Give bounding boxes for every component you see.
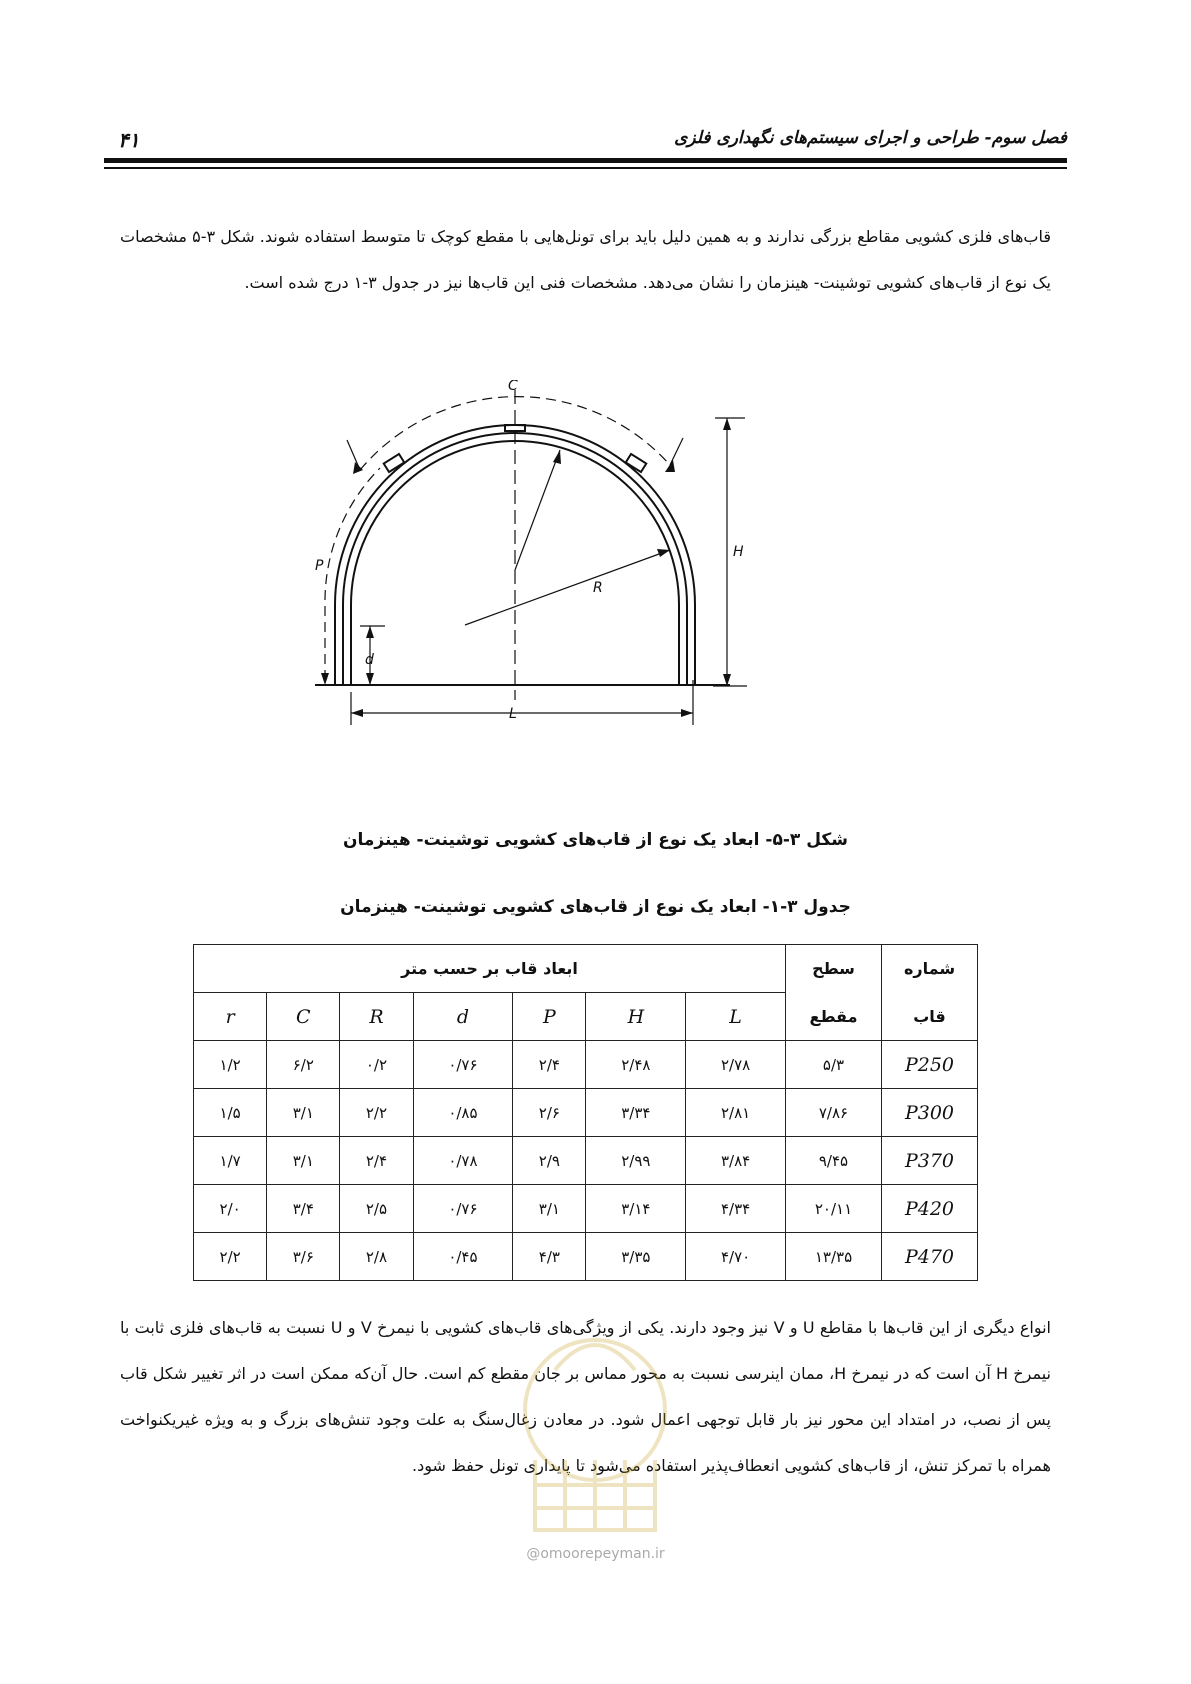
- page-header: [104, 128, 1067, 154]
- area-cell: ۹/۴۵: [786, 1137, 882, 1185]
- figure-caption: شکل ۳-۵- ابعاد یک نوع از قاب‌های کشویی توشینت- هینزمان: [342, 830, 849, 850]
- l-arrow-right: [681, 709, 693, 717]
- p-cell: ۲/۹: [513, 1137, 586, 1185]
- page-number: ۴۱: [118, 128, 140, 152]
- radius-arrow: [553, 450, 561, 464]
- h-cell: ۲/۴۸: [586, 1041, 686, 1089]
- joint-left: [384, 454, 405, 472]
- dim-header-r: r: [194, 993, 267, 1041]
- c-tick-right: [670, 438, 683, 465]
- area-cell: ۵/۳: [786, 1041, 882, 1089]
- frame-dimension-figure: [315, 380, 815, 810]
- d-cell: ۰/۸۵: [413, 1089, 513, 1137]
- c-arrow-right: [665, 460, 675, 472]
- c-cell: ۳/۱: [267, 1137, 340, 1185]
- big-r-cell: ۲/۴: [340, 1137, 413, 1185]
- small-r-cell: ۲/۰: [194, 1185, 267, 1233]
- big-r-cell: ۲/۲: [340, 1089, 413, 1137]
- watermark-logo-icon: [495, 1300, 695, 1550]
- frame-id: P370: [882, 1137, 978, 1185]
- c-cell: ۳/۴: [267, 1185, 340, 1233]
- intro-paragraph: قاب‌های فلزی کشویی مقاطع بزرگی ندارند و به همین دلیل باید برای تونل‌هایی با مقطع کوچک تا متوسط استفاده شوند. شکل ۳-۵ مشخصات یک نوع از قاب‌های کشویی توشینت- هینزمان را نشان می‌دهد. مشخصات فنی این قاب‌ها نیز در جدول ۳-۱ درج شده است.: [120, 227, 1051, 292]
- col-area-bottom: مقطع: [786, 993, 882, 1041]
- d-cell: ۰/۷۶: [413, 1185, 513, 1233]
- d-cell: ۰/۷۶: [413, 1041, 513, 1089]
- c-cell: ۳/۱: [267, 1089, 340, 1137]
- frame-spec-table: [193, 944, 978, 1281]
- table-row: [194, 1185, 978, 1233]
- small-r-cell: ۱/۷: [194, 1137, 267, 1185]
- d-cell: ۰/۷۸: [413, 1137, 513, 1185]
- p-arrow-bottom: [321, 673, 329, 685]
- dim-header-L: L: [686, 993, 786, 1041]
- label-l: L: [509, 706, 517, 722]
- l-cell: ۴/۳۴: [686, 1185, 786, 1233]
- h-arrow-top: [723, 418, 731, 430]
- h-cell: ۳/۱۴: [586, 1185, 686, 1233]
- area-cell: ۱۳/۳۵: [786, 1233, 882, 1281]
- table-row: [194, 1137, 978, 1185]
- h-cell: ۲/۹۹: [586, 1137, 686, 1185]
- p-cell: ۲/۴: [513, 1041, 586, 1089]
- dim-header-C: C: [267, 993, 340, 1041]
- p-cell: ۳/۱: [513, 1185, 586, 1233]
- frame-id: P420: [882, 1185, 978, 1233]
- dim-header-H: H: [586, 993, 686, 1041]
- area-cell: ۷/۸۶: [786, 1089, 882, 1137]
- joint-right: [626, 454, 647, 472]
- l-arrow-left: [351, 709, 363, 717]
- small-r-cell: ۲/۲: [194, 1233, 267, 1281]
- chapter-title: فصل سوم- طراحی و اجرای سیستم‌های نگهداری فلزی: [674, 128, 1067, 148]
- small-r-cell: ۱/۵: [194, 1089, 267, 1137]
- big-r-cell: ۰/۲: [340, 1041, 413, 1089]
- frame-id: P250: [882, 1041, 978, 1089]
- big-r-cell: ۲/۸: [340, 1233, 413, 1281]
- table-caption: جدول ۳-۱- ابعاد یک نوع از قاب‌های کشویی توشینت- هینزمان: [340, 897, 851, 917]
- big-r-cell: ۲/۵: [340, 1185, 413, 1233]
- table-row: [194, 1089, 978, 1137]
- dim-header-R: R: [340, 993, 413, 1041]
- p-cell: ۴/۳: [513, 1233, 586, 1281]
- d-arrow-top: [366, 626, 374, 638]
- table-row: [194, 1041, 978, 1089]
- table-row: [194, 1233, 978, 1281]
- l-cell: ۳/۸۴: [686, 1137, 786, 1185]
- h-cell: ۳/۳۵: [586, 1233, 686, 1281]
- radius-upper: [515, 450, 560, 570]
- c-cell: ۶/۲: [267, 1041, 340, 1089]
- col-frame-bottom: قاب: [882, 993, 978, 1041]
- label-c: C: [508, 380, 518, 394]
- l-cell: ۴/۷۰: [686, 1233, 786, 1281]
- watermark-site: @omoorepeyman.ir: [526, 1546, 665, 1562]
- dims-group-header: ابعاد قاب بر حسب متر: [194, 945, 786, 993]
- label-h: H: [733, 544, 744, 560]
- dim-header-d: d: [413, 993, 513, 1041]
- frame-id: P300: [882, 1089, 978, 1137]
- p-cell: ۲/۶: [513, 1089, 586, 1137]
- h-cell: ۳/۳۴: [586, 1089, 686, 1137]
- small-r-cell: ۱/۲: [194, 1041, 267, 1089]
- d-arrow-bottom: [366, 673, 374, 685]
- l-cell: ۲/۸۱: [686, 1089, 786, 1137]
- col-frame-top: شماره: [882, 945, 978, 993]
- label-d: d: [365, 652, 374, 668]
- closing-paragraph: انواع دیگری از این قاب‌ها با مقاطع U و V نیز وجود دارند. یکی از ویژگی‌های قاب‌های کشویی با نیمرخ V و U نسبت به قاب‌های فلزی ثابت با نیمرخ H آن است که در نیمرخ H، ممان اینرسی نسبت به محور مماس بر جان مقطع کم است. حال آن‌که ممکن است در اثر تغییر شکل قاب پس از نصب، در امتداد این محور نیز بار قابل توجهی اعمال شود. در معادن زغال‌سنگ به علت وجود تنش‌های بزرگ و به ویژه غیریکنواخت همراه با تمرکز تنش، از قاب‌های کشویی انعطاف‌پذیر استفاده می‌شود تا پایداری تونل حفظ شود.: [120, 1318, 1051, 1475]
- r-arrow: [657, 549, 670, 557]
- header-rule-thin: [104, 167, 1067, 169]
- col-area-top: سطح: [786, 945, 882, 993]
- d-cell: ۰/۴۵: [413, 1233, 513, 1281]
- c-cell: ۳/۶: [267, 1233, 340, 1281]
- l-cell: ۲/۷۸: [686, 1041, 786, 1089]
- area-cell: ۲۰/۱۱: [786, 1185, 882, 1233]
- label-p: P: [315, 558, 324, 574]
- radius-R: [465, 550, 670, 625]
- label-r: R: [593, 580, 603, 596]
- p-arc: [325, 468, 380, 680]
- header-rule-thick: [104, 158, 1067, 163]
- dim-header-P: P: [513, 993, 586, 1041]
- frame-id: P470: [882, 1233, 978, 1281]
